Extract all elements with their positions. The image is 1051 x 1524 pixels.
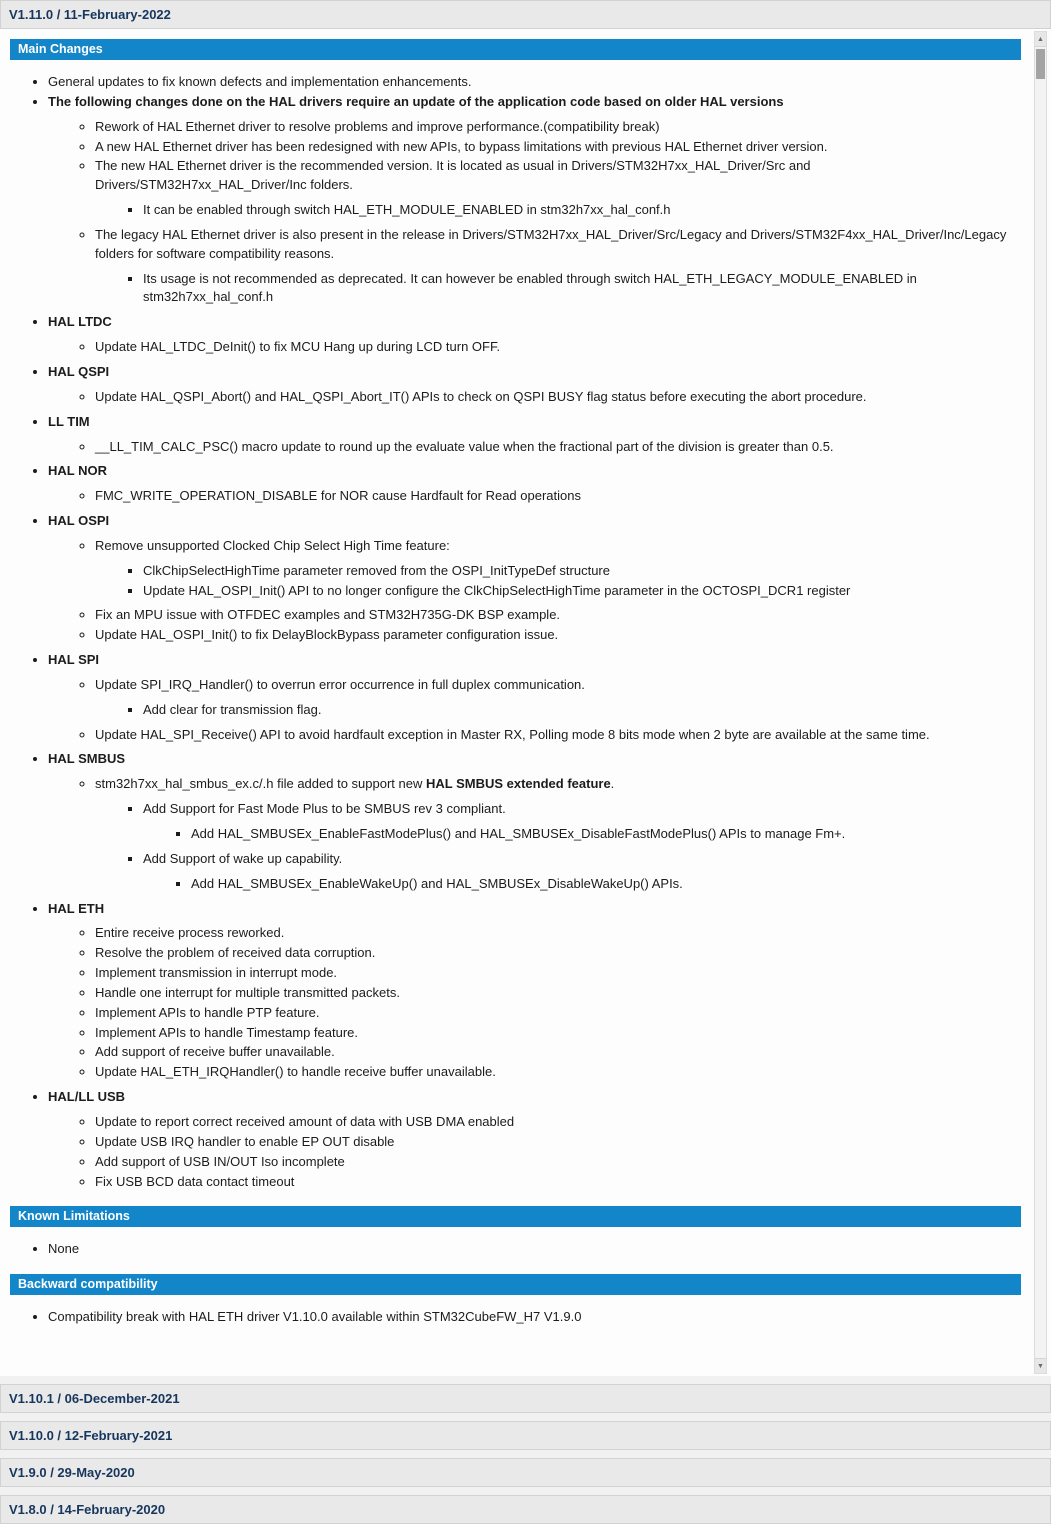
list-item xyxy=(48,1308,1021,1327)
release-notes-panel xyxy=(0,29,1051,1376)
list-item xyxy=(48,750,1021,893)
list-item-text: Update USB IRQ handler to enable EP OUT disable xyxy=(95,1133,395,1149)
section-body-backward-compatibility xyxy=(10,1308,1021,1327)
list-item-text: Update HAL_OSPI_Init() to fix DelayBlockBypass parameter configuration issue. xyxy=(95,627,559,643)
list-item xyxy=(95,537,1021,601)
list-item-text: Its usage is not recommended as deprecated. It can however be enabled through switch HAL_ETH_LEGACY_MODULE_ENABLED in stm32h7xx_hal_conf.h xyxy=(143,270,917,305)
section-body-main-changes xyxy=(10,73,1021,1191)
list-item-text: Rework of HAL Ethernet driver to resolve problems and improve performance.(compatibility break) xyxy=(95,118,660,134)
list-item xyxy=(95,775,1021,893)
list-item xyxy=(48,1088,1021,1191)
list-item-text: Update HAL_SPI_Receive() API to avoid hardfault exception in Master RX, Polling mode 8 bits mode when 2 byte are available at the same time. xyxy=(95,726,930,742)
list-item xyxy=(95,1004,1021,1023)
list-item xyxy=(143,850,1021,894)
list-item xyxy=(95,157,1021,220)
list-item xyxy=(191,825,1021,844)
list-item xyxy=(95,676,1021,720)
bullet-list xyxy=(48,388,1021,407)
list-item-text: Implement transmission in interrupt mode. xyxy=(95,965,338,981)
section-header-main-changes: Main Changes xyxy=(10,39,1021,60)
list-item xyxy=(143,270,1021,308)
bullet-list xyxy=(10,73,1021,1191)
scrollbar[interactable] xyxy=(1034,31,1047,1374)
list-item xyxy=(95,944,1021,963)
list-item xyxy=(95,338,1021,357)
list-item-text: Add clear for transmission flag. xyxy=(143,701,322,717)
list-item-text: The following changes done on the HAL drivers require an update of the application code based on older HAL versions xyxy=(48,93,784,109)
list-item-text: Update HAL_QSPI_Abort() and HAL_QSPI_Abort_IT() APIs to check on QSPI BUSY flag status before executing the abort procedure. xyxy=(95,388,867,404)
section-known-limitations xyxy=(10,1206,1021,1259)
version-header-v1-8-0[interactable]: V1.8.0 / 14-February-2020 xyxy=(0,1495,1051,1524)
bullet-list xyxy=(143,825,1021,844)
list-item xyxy=(95,626,1021,645)
list-item-text: The legacy HAL Ethernet driver is also present in the release in Drivers/STM32H7xx_HAL_Driver/Src/Legacy and Drivers/STM32F4xx_HAL_Driver/Inc/Legacy folders for software compatibility reasons. xyxy=(95,226,1007,261)
bullet-list xyxy=(48,118,1021,308)
list-item xyxy=(48,462,1021,506)
list-item xyxy=(95,1133,1021,1152)
list-item xyxy=(95,118,1021,137)
list-item xyxy=(48,363,1021,407)
list-item-text: HAL NOR xyxy=(48,463,107,479)
list-item-text: HAL LTDC xyxy=(48,314,112,330)
version-header-v1-10-0[interactable]: V1.10.0 / 12-February-2021 xyxy=(0,1421,1051,1450)
scrollbar-thumb[interactable] xyxy=(1036,49,1045,79)
list-item-text: Handle one interrupt for multiple transmitted packets. xyxy=(95,984,400,1000)
list-item-text: HAL OSPI xyxy=(48,513,110,529)
bullet-list xyxy=(143,875,1021,894)
list-item xyxy=(48,413,1021,457)
list-item-text: The new HAL Ethernet driver is the recommended version. It is located as usual in Drivers/STM32H7xx_HAL_Driver/Src and Drivers/STM32H7xx_HAL_Driver/Inc folders. xyxy=(95,158,811,193)
list-item-text: Add Support of wake up capability. xyxy=(143,850,343,866)
list-item-text: LL TIM xyxy=(48,413,90,429)
list-item xyxy=(143,201,1021,220)
list-item xyxy=(48,900,1021,1083)
list-item xyxy=(95,138,1021,157)
list-item xyxy=(48,512,1021,645)
list-item xyxy=(95,1043,1021,1062)
list-item xyxy=(95,1173,1021,1192)
list-item-text: HAL QSPI xyxy=(48,363,110,379)
list-item xyxy=(191,875,1021,894)
list-item xyxy=(143,582,1021,601)
list-item xyxy=(95,964,1021,983)
list-item xyxy=(143,562,1021,581)
list-item-text: Fix USB BCD data contact timeout xyxy=(95,1173,295,1189)
bullet-list xyxy=(95,701,1021,720)
list-item xyxy=(95,606,1021,625)
list-item xyxy=(48,1240,1021,1259)
list-item-text: Update HAL_OSPI_Init() API to no longer configure the ClkChipSelectHighTime parameter in the OCTOSPI_DCR1 register xyxy=(143,582,851,598)
list-item-text: HAL/LL USB xyxy=(48,1089,126,1105)
list-item xyxy=(95,1153,1021,1172)
version-header-v1-11-0[interactable]: V1.11.0 / 11-February-2022 xyxy=(0,0,1051,29)
version-header-v1-10-1[interactable]: V1.10.1 / 06-December-2021 xyxy=(0,1384,1051,1413)
list-item xyxy=(143,701,1021,720)
list-item-text: Entire receive process reworked. xyxy=(95,925,285,941)
bullet-list xyxy=(48,775,1021,893)
list-item-text: None xyxy=(48,1241,80,1257)
list-item-text: General updates to fix known defects and implementation enhancements. xyxy=(48,74,472,89)
list-item-text: Remove unsupported Clocked Chip Select High Time feature: xyxy=(95,537,450,553)
list-item-text: ClkChipSelectHighTime parameter removed from the OSPI_InitTypeDef structure xyxy=(143,562,610,578)
list-item-text: stm32h7xx_hal_smbus_ex.c/.h file added to support new HAL SMBUS extended feature. xyxy=(95,776,615,792)
bullet-list xyxy=(95,201,1021,220)
bullet-list xyxy=(48,438,1021,457)
list-item-text: Resolve the problem of received data corruption. xyxy=(95,945,376,961)
bullet-list xyxy=(48,487,1021,506)
section-backward-compatibility xyxy=(10,1274,1021,1327)
list-item xyxy=(48,93,1021,307)
list-item xyxy=(95,1024,1021,1043)
list-item-text: Update HAL_ETH_IRQHandler() to handle receive buffer unavailable. xyxy=(95,1064,496,1080)
list-item-text: Fix an MPU issue with OTFDEC examples and STM32H735G-DK BSP example. xyxy=(95,607,561,623)
list-item-text: FMC_WRITE_OPERATION_DISABLE for NOR cause Hardfault for Read operations xyxy=(95,488,581,504)
bullet-list xyxy=(48,338,1021,357)
list-item xyxy=(95,438,1021,457)
list-item-text: Add support of receive buffer unavailable. xyxy=(95,1044,335,1060)
section-header-backward-compatibility: Backward compatibility xyxy=(10,1274,1021,1295)
list-item xyxy=(95,388,1021,407)
scroll-up-icon[interactable]: ▲ xyxy=(1035,32,1046,47)
list-item-text: Update SPI_IRQ_Handler() to overrun error occurrence in full duplex communication. xyxy=(95,676,585,692)
list-item-text: Update HAL_LTDC_DeInit() to fix MCU Hang up during LCD turn OFF. xyxy=(95,339,501,355)
list-item xyxy=(95,226,1021,307)
list-item xyxy=(48,651,1021,744)
list-item xyxy=(95,984,1021,1003)
bullet-list xyxy=(48,676,1021,745)
list-item-text: HAL ETH xyxy=(48,900,105,916)
list-item xyxy=(95,487,1021,506)
list-item-text: Add support of USB IN/OUT Iso incomplete xyxy=(95,1153,345,1169)
bullet-list xyxy=(10,1308,1021,1327)
list-item-text: Update to report correct received amount of data with USB DMA enabled xyxy=(95,1113,515,1129)
list-item xyxy=(95,924,1021,943)
section-main-changes xyxy=(10,39,1021,1191)
version-header-v1-9-0[interactable]: V1.9.0 / 29-May-2020 xyxy=(0,1458,1051,1487)
bullet-list xyxy=(48,924,1021,1082)
list-item-text: Implement APIs to handle Timestamp feature. xyxy=(95,1024,359,1040)
list-item xyxy=(48,73,1021,92)
bullet-list xyxy=(10,1240,1021,1259)
bullet-list xyxy=(95,270,1021,308)
list-item-text: Add HAL_SMBUSEx_EnableFastModePlus() and HAL_SMBUSEx_DisableFastModePlus() APIs to manage Fm+. xyxy=(191,826,846,841)
bullet-list xyxy=(48,537,1021,645)
list-item-text: HAL SMBUS xyxy=(48,751,126,767)
list-item-text: HAL SPI xyxy=(48,652,100,668)
list-item xyxy=(48,313,1021,357)
list-item-text: Compatibility break with HAL ETH driver V1.10.0 available within STM32CubeFW_H7 V1.9.0 xyxy=(48,1309,582,1325)
bullet-list xyxy=(48,1113,1021,1191)
bullet-list xyxy=(95,562,1021,601)
list-item xyxy=(143,800,1021,844)
list-item-text: Add Support for Fast Mode Plus to be SMBUS rev 3 compliant. xyxy=(143,801,506,817)
scroll-down-icon[interactable]: ▼ xyxy=(1035,1358,1046,1373)
list-item-text: __LL_TIM_CALC_PSC() macro update to round up the evaluate value when the fractional part of the division is greater than 0.5. xyxy=(95,438,834,454)
section-body-known-limitations xyxy=(10,1240,1021,1259)
list-item-text: Implement APIs to handle PTP feature. xyxy=(95,1004,320,1020)
list-item xyxy=(95,1113,1021,1132)
list-item-text: It can be enabled through switch HAL_ETH_MODULE_ENABLED in stm32h7xx_hal_conf.h xyxy=(143,202,671,218)
list-item xyxy=(95,1063,1021,1082)
list-item-text: A new HAL Ethernet driver has been redesigned with new APIs, to bypass limitations with previous HAL Ethernet driver version. xyxy=(95,138,828,154)
bullet-list xyxy=(95,800,1021,893)
list-item xyxy=(95,726,1021,745)
list-item-text: Add HAL_SMBUSEx_EnableWakeUp() and HAL_SMBUSEx_DisableWakeUp() APIs. xyxy=(191,875,683,891)
section-header-known-limitations: Known Limitations xyxy=(10,1206,1021,1227)
